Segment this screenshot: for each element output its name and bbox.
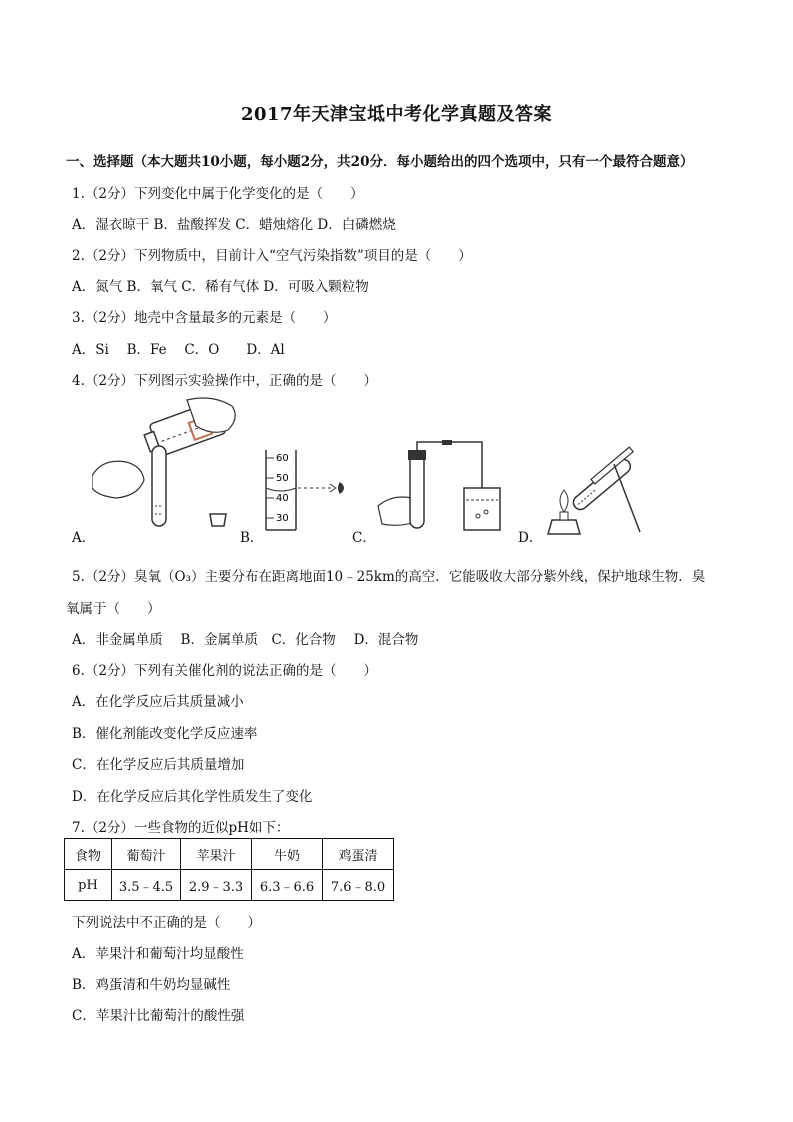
table-row [65,839,394,870]
q6-stem: 6.（2分）下列有关催化剂的说法正确的是（ ） [72,663,377,679]
q6-option-d: D．在化学反应后其化学性质发生了变化 [72,789,313,805]
q3-options: A．Si B．Fe C．O D．Al [72,342,285,358]
table-header-cell: 苹果汁 [181,839,252,870]
q2-stem: 2.（2分）下列物质中，目前计入“空气污染指数”项目的是（ ） [72,248,472,264]
q7-option-a: A．苹果汁和葡萄汁均显酸性 [72,946,244,962]
q5-stem-line1: 5.（2分）臭氧（O₃）主要分布在距离地面10﹣25km的高空．它能吸收大部分紫外线，保护地球生物．臭 [72,569,706,585]
table-cell: 6.3﹣6.6 [252,870,323,901]
q6-option-a: A．在化学反应后其质量减小 [72,694,244,710]
figure-d-label: D． [518,530,543,546]
page-title: 2017年天津宝坻中考化学真题及答案 [240,104,553,125]
q5-options: A．非金属单质 B．金属单质 C．化合物 D．混合物 [72,632,419,648]
figure-b-graduated-cylinder [252,446,372,536]
figure-c-airtightness-check [372,440,522,540]
table-row [65,870,394,901]
q7-prompt: 下列说法中不正确的是（ ） [72,915,261,931]
q1-stem: 1.（2分）下列变化中属于化学变化的是（ ） [72,186,364,202]
table-cell: 7.6﹣8.0 [323,870,394,901]
q7-stem: 7.（2分）一些食物的近似pH如下： [72,820,290,836]
figure-b-label: B． [240,530,264,546]
table-cell: pH [65,870,112,901]
figure-d-heating-test-tube [540,440,660,540]
q7-option-c: C．苹果汁比葡萄汁的酸性强 [72,1008,245,1024]
figure-a-label: A． [72,530,96,546]
table-header-cell: 食物 [65,839,112,870]
figure-a-pouring-liquid [92,396,242,536]
table-header-cell: 葡萄汁 [112,839,181,870]
tick-40: 40 [276,493,289,504]
q6-option-c: C．在化学反应后其质量增加 [72,757,245,773]
tick-60: 60 [276,453,289,464]
q4-figures [72,396,732,546]
ph-table [64,838,394,901]
q7-option-b: B．鸡蛋清和牛奶均显碱性 [72,977,231,993]
tick-30: 30 [276,513,289,524]
q5-stem-line2: 氧属于（ ） [66,601,161,617]
q2-options: A．氮气 B．氧气 C．稀有气体 D．可吸入颗粒物 [72,279,369,295]
table-cell: 2.9﹣3.3 [181,870,252,901]
eye-icon [338,482,344,494]
table-header-cell: 鸡蛋清 [323,839,394,870]
q1-options: A．湿衣晾干 B．盐酸挥发 C．蜡烛熔化 D．白磷燃烧 [72,217,396,233]
figure-c-label: C． [352,530,376,546]
q3-stem: 3.（2分）地壳中含量最多的元素是（ ） [72,310,337,326]
section-heading: 一、选择题（本大题共10小题，每小题2分，共20分．每小题给出的四个选项中，只有一个最符合题意） [66,154,694,170]
q6-option-b: B．催化剂能改变化学反应速率 [72,726,258,742]
tick-50: 50 [276,473,289,484]
table-header-cell: 牛奶 [252,839,323,870]
q4-stem: 4.（2分）下列图示实验操作中，正确的是（ ） [72,373,377,389]
table-cell: 3.5﹣4.5 [112,870,181,901]
